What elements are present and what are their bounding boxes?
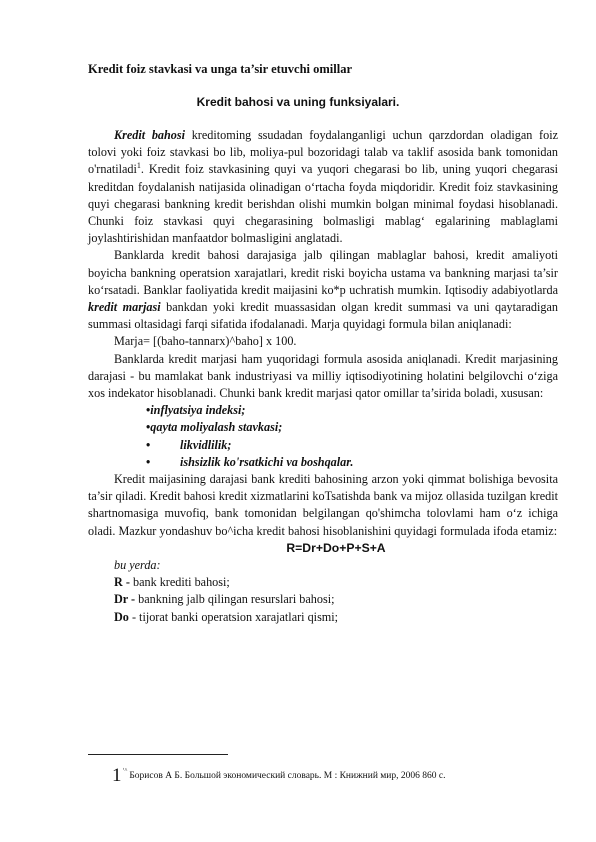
paragraph-margin-level: Banklarda kredit marjasi ham yuqoridagi formula asosida aniqlanadi. Kredit marjasining darajasi - bu mamlakat bank industriyasi va milliy iqtisodiyotining holatini belgilovchi o‘ziga xos indekator hisoblanadi. Chunki bank kredit marjasi qator omillar ta’sirida boladi, xususan: <box>88 351 558 401</box>
legend-symbol: Do <box>114 609 129 624</box>
bullet-icon: • <box>146 437 151 452</box>
footnote-ref[interactable]: 1 <box>136 161 141 171</box>
paragraph-credit-price <box>88 127 558 247</box>
legend-symbol: R - <box>114 575 130 590</box>
term-kredit-marjasi: kredit marjasi <box>88 300 161 315</box>
formula-marja: Marja= [(baho-tannarx)^baho] x 100. <box>114 334 297 349</box>
legend-description: bank krediti bahosi; <box>129 575 230 590</box>
formula-credit-price: R=Dr+Do+P+S+A <box>286 540 386 555</box>
legend-item <box>88 591 558 608</box>
footnote-mark: ʻ^ <box>122 768 128 774</box>
footnote <box>112 765 445 787</box>
bullet-icon: • <box>146 454 151 469</box>
list-item <box>88 454 558 471</box>
paragraph-text-cont: . Kredit foiz stavkasining quyi va yuqori chegarasi bo lib, uning yuqori chegarasi kreditdan foydalanish natijasida olinadigan o‘rtacha foyda miqdoridir. Kredit foiz stavkasining quyi chegarasi bankning kredit berishdan olishi mumkin bolgan minimal foydasi hisoblanadi. Chunki foiz stavkasi quyi chegarasining bolmasligi mablag‘ egalarining mablaglami joylashtirishidan manfaatdor bolmasligini anglatadi. <box>88 162 558 246</box>
list-item-text: inflyatsiya indeksi; <box>150 403 246 418</box>
footnote-separator <box>88 754 228 755</box>
list-item <box>88 402 558 419</box>
list-item <box>88 419 558 436</box>
legend-intro: bu yerda: <box>114 558 161 573</box>
term-kredit-bahosi: Kredit bahosi <box>114 128 186 142</box>
list-item-text: ishsizlik ko'rsatkichi va boshqalar. <box>180 454 354 469</box>
list-item-text: qayta moliyalash stavkasi; <box>150 420 283 435</box>
bullet-icon: • <box>146 420 151 435</box>
paragraph-credit-margin <box>88 247 558 333</box>
section-title: Kredit foiz stavkasi va unga ta’sir etuvchi omillar <box>88 62 352 76</box>
legend-item <box>88 574 558 591</box>
bullet-icon: • <box>146 403 151 418</box>
legend-description: - tijorat banki operatsion xarajatlari qismi; <box>128 609 339 624</box>
paragraph-text: Banklarda kredit bahosi darajasiga jalb qilingan mablaglar bahosi, kredit amaliyoti boyicha bankning operatsion xarajatlari, kredit riski boyicha ustama va bankning marjasi ta’sir ko‘rsatadi. Banklar faoliyatida kredit maijasini ko*p uchratish mumkin. Iqtisodiy adabiyotlarda <box>88 248 558 297</box>
paragraph-margin-effect: Kredit maijasining darajasi bank krediti bahosining arzon yoki qimmat bolishiga bevosita ta’sir qiladi. Kredit bahosi kredit xizmatlarini koTsatishda bank va mijoz ollasida tuzilgan kredit shartnomasiga muvofiq, bank tomonidan belgilangan qo'shimcha tolovlami ham o‘z ichiga oladi. Mazkur yondashuv bo^icha kredit bahosi hisoblanishini quyidagi formulada ifoda etamiz: <box>88 472 558 538</box>
footnote-number: 1 <box>112 765 122 786</box>
legend-item <box>88 609 558 626</box>
legend-symbol: Dr - <box>114 592 136 607</box>
paragraph-text-cont: bankdan yoki kredit muassasidan olgan kredit summasi va uni qaytaradigan summasi oltasidagi farqi sifatida ifodalanadi. Marja quyidagi formula bilan aniqlanadi: <box>88 300 558 332</box>
document-body <box>88 127 558 626</box>
legend-description: bankning jalb qilingan resurslari bahosi; <box>135 592 335 607</box>
factor-list <box>88 402 558 471</box>
list-item-text: likvidlilik; <box>180 437 232 452</box>
subsection-title: Kredit bahosi va uning funksiyalari. <box>196 95 400 109</box>
list-item <box>88 437 558 454</box>
paragraph-text: kreditoming ssudadan foydalanganligi uchun qarzdordan oladigan foiz tolovi yoki foiz stavkasi bo lib, moliya-pul bozoridagi talab va taklif asosida bank tomonidan o'rnatiladi <box>88 128 558 177</box>
footnote-text: Борисов А Б. Большой экономический словарь. М : Книжний мир, 2006 860 с. <box>129 771 446 781</box>
